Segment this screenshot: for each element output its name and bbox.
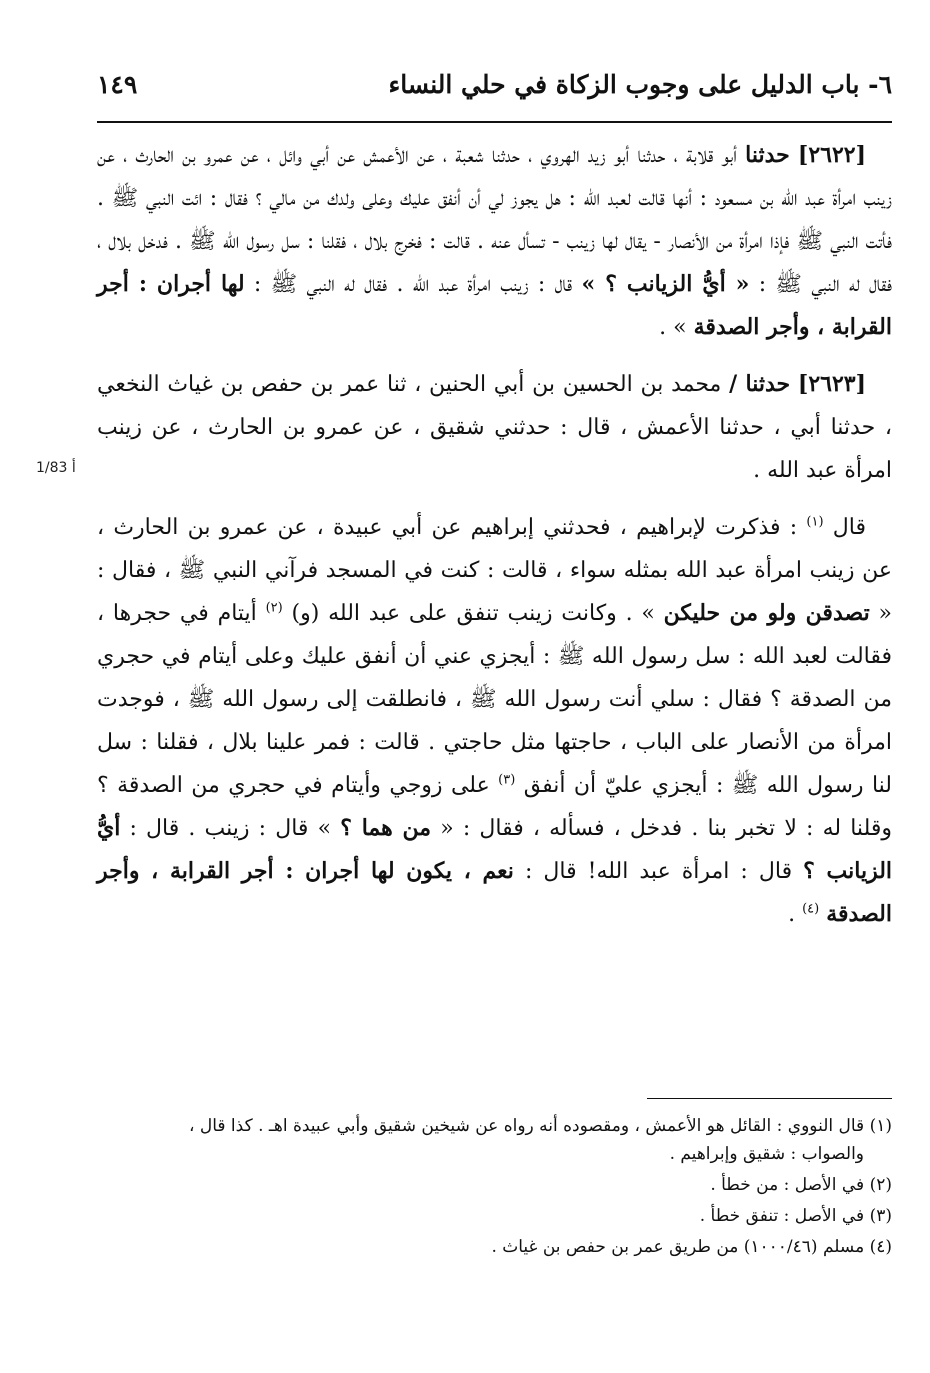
narration-text: : فذكرت لإبراهيم ، فحدثني إبراهيم عن أبي عبيدة ، عن عمرو بن الحارث ، عن زينب امرأة عبد الله بمثله سواء ، قالت : كنت في المسجد فرآني النبي ﷺ ، فقال : «: [97, 515, 892, 626]
hadith-2622: [97, 134, 892, 349]
prophet-quote: من هما ؟: [340, 815, 432, 841]
hadith-text: أبو قلابة ، حدثنا أبو زيد الهروي ، حدثنا شعبة ، عن الأعمش عن أبي وائل ، عن عمرو بن الحارث ، عن زينب امرأة عبد الله بن مسعود : أنها قالت لعبد الله : هل يجوز لي أن أنفق عليك وعلى ولدك من مالي ؟ فقال : ائت النبي ﷺ . فأتت النبي ﷺ فإذا امرأة من الأنصار - يقال لها زينب - تسأل عنه . قالت : فخرج بلال ، فقلنا : سل رسول الله ﷺ . فدخل بلال ، فقال له النبي ﷺ :: [97, 143, 893, 297]
hadith-2623: [97, 363, 892, 492]
footnote-mark: (١): [869, 1116, 892, 1136]
chapter-title: ٦- باب الدليل على وجوب الزكاة في حلي النساء: [388, 70, 892, 99]
narration-text: على زوجي وأيتام في حجري من الصدقة ؟ وقلنا له : لا تخبر بنا . فدخل ، فسأله ، فقال : «: [97, 773, 892, 841]
narration-paragraph: [97, 506, 892, 936]
hadith-text: محمد بن الحسين بن أبي الحنين ، ثنا عمر بن حفص بن غياث النخعي ، حدثنا أبي ، حدثنا الأعمش ، قال : حدثني شقيق ، عن عمرو بن الحارث ، عن زينب امرأة عبد الله .: [97, 372, 892, 483]
hadith-text: » .: [659, 315, 687, 340]
narration-text: .: [788, 902, 796, 927]
footnote-ref[interactable]: (١): [806, 514, 824, 530]
manuscript-folio-note: 1/83 أ: [36, 460, 76, 476]
main-text: [97, 134, 892, 950]
footnote-4: [97, 1233, 892, 1261]
prophet-quote: أيُّ الزيانب ؟: [97, 815, 893, 884]
prophet-quote: نعم ، يكون لها أجران : أجر القرابة ، وأجر الصدقة: [97, 858, 892, 927]
footnote-ref[interactable]: (٢): [265, 600, 283, 616]
footnote-2: [97, 1171, 892, 1199]
prophet-quote: « أيُّ الزيانب ؟ »: [581, 271, 750, 297]
footnote-3: [97, 1202, 892, 1230]
footnotes: [97, 1112, 892, 1264]
footnote-continuation: والصواب : شقيق وإبراهيم .: [669, 1144, 864, 1164]
prophet-quote: تصدقن ولو من حليكن: [663, 600, 870, 626]
footnote-1: [97, 1112, 892, 1168]
footnote-text: مسلم (١٠٠٠/٤٦) من طريق عمر بن حفص بن غياث .: [491, 1237, 865, 1257]
footnote-text: في الأصل : تنفق خطأ .: [699, 1206, 865, 1226]
footnote-mark: (٤): [869, 1237, 892, 1257]
hadith-lead: حدثنا: [745, 142, 790, 168]
footnote-mark: (٢): [869, 1175, 892, 1195]
narration-text: » . وكانت زينب تنفق على عبد الله (و): [291, 601, 655, 626]
hadith-number: [٢٦٢٣]: [797, 371, 867, 397]
footnote-ref[interactable]: (٣): [498, 772, 516, 788]
running-header: [97, 64, 892, 108]
hadith-text: قال : زينب امرأة عبد الله . فقال له النبي ﷺ :: [253, 272, 573, 297]
prophet-quote: لها أجران : أجر القرابة ، وأجر الصدقة: [97, 271, 892, 340]
footnote-mark: (٣): [869, 1206, 892, 1226]
narration-text: » قال : زينب . قال :: [129, 816, 332, 841]
page-number: ١٤٩: [97, 70, 138, 99]
header-divider: [97, 121, 892, 123]
hadith-number: [٢٦٢٢]: [797, 142, 866, 168]
narration-text: قال : امرأة عبد الله! قال :: [524, 859, 793, 884]
footnote-ref[interactable]: (٤): [802, 901, 820, 917]
hadith-lead: حدثنا /: [729, 371, 791, 397]
footnote-text: قال النووي : القائل هو الأعمش ، ومقصوده أنه رواه عن شيخين شقيق وأبي عبيدة اهـ . كذا قال ،: [188, 1116, 865, 1136]
footnote-divider: [647, 1098, 892, 1099]
narration-text: قال: [832, 515, 866, 540]
footnote-text: في الأصل : من خطأ .: [710, 1175, 865, 1195]
narration-text: أيتام في حجرها ، فقالت لعبد الله : سل رسول الله ﷺ : أيجزي عني أن أنفق عليك وعلى أيتام في حجري من الصدقة ؟ فقال : سلي أنت رسول الله ﷺ ، فانطلقت إلى رسول الله ﷺ ، فوجدت امرأة من الأنصار على الباب ، حاجتها مثل حاجتي . قالت : فمر علينا بلال ، فقلنا : سل لنا رسول الله ﷺ : أيجزي عليّ أن أنفق: [97, 601, 892, 798]
